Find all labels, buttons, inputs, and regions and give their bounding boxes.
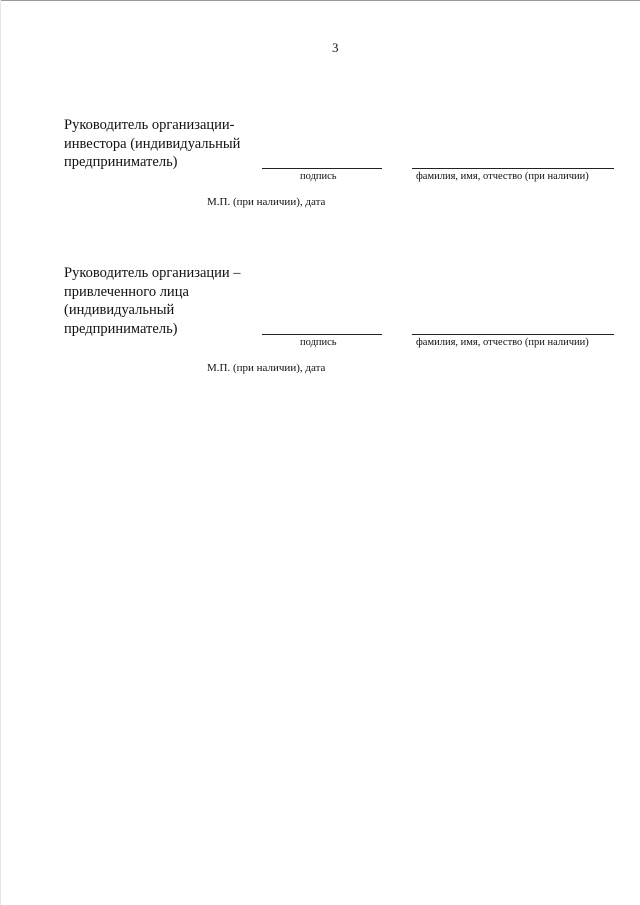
signature-line (262, 168, 382, 169)
name-line (412, 334, 614, 335)
role-title-line: (индивидуальный (64, 302, 175, 318)
role-title-line: Руководитель организации- (64, 117, 235, 133)
stamp-date-label: М.П. (при наличии), дата (207, 196, 326, 208)
page-top-edge (0, 0, 640, 1)
role-title-line: предприниматель) (64, 320, 178, 337)
page-left-edge (0, 0, 1, 905)
role-title-investor (64, 116, 240, 172)
stamp-date-label: М.П. (при наличии), дата (207, 362, 326, 374)
role-title-attracted-party (64, 264, 241, 338)
page-number: 3 (332, 40, 339, 55)
name-caption: фамилия, имя, отчество (при наличии) (416, 171, 589, 182)
name-line (412, 168, 614, 169)
signature-caption: подпись (300, 171, 337, 182)
signature-caption: подпись (300, 337, 337, 348)
role-title-line: Руководитель организации – (64, 265, 241, 281)
name-caption: фамилия, имя, отчество (при наличии) (416, 337, 589, 348)
signature-line (262, 334, 382, 335)
role-title-line: привлеченного лица (64, 283, 189, 300)
role-title-line: предприниматель) (64, 154, 178, 170)
role-title-line: инвестора (индивидуальный (64, 135, 241, 152)
